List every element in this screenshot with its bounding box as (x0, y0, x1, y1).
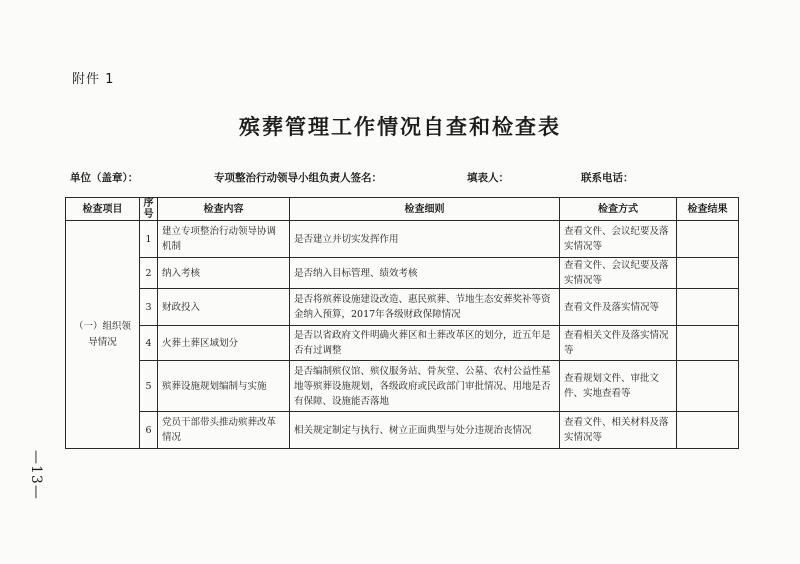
result-cell[interactable] (677, 361, 739, 412)
result-cell[interactable] (677, 289, 739, 326)
inspection-table (65, 197, 739, 449)
detail-cell: 是否以省政府文件明确火葬区和土葬改革区的划分，近五年是否有过调整 (290, 326, 560, 361)
header-result: 检查结果 (677, 198, 739, 221)
meta-unit: 单位（盖章）： (70, 172, 139, 184)
method-cell: 查看文件及落实情况等 (560, 289, 677, 326)
method-cell: 查看文件、会议纪要及落实情况等 (560, 221, 677, 258)
seq-cell: 1 (140, 221, 158, 258)
header-content: 检查内容 (158, 198, 290, 221)
table-row (66, 258, 739, 289)
method-cell: 查看规划文件、审批文件、实地查看等 (560, 361, 677, 412)
meta-phone: 联系电话： (581, 172, 634, 184)
method-cell: 查看相关文件及落实情况等 (560, 326, 677, 361)
table-row (66, 412, 739, 449)
category-cell: （一）组织领导情况 (66, 221, 140, 449)
attachment-label: 附件 1 (72, 72, 115, 87)
meta-leader-signature: 专项整治行动领导小组负责人签名： (214, 172, 382, 184)
content-cell: 党员干部带头推动殡葬改革情况 (158, 412, 290, 449)
page-number: —13— (28, 450, 44, 500)
header-detail: 检查细则 (290, 198, 560, 221)
result-cell[interactable] (677, 258, 739, 289)
header-seq: 序号 (140, 198, 158, 221)
result-cell[interactable] (677, 412, 739, 449)
content-cell: 火葬土葬区域划分 (158, 326, 290, 361)
header-item: 检查项目 (66, 198, 140, 221)
method-cell: 查看文件、相关材料及落实情况等 (560, 412, 677, 449)
header-method: 检查方式 (560, 198, 677, 221)
seq-cell: 3 (140, 289, 158, 326)
meta-filler: 填表人： (467, 172, 509, 184)
table-row (66, 361, 739, 412)
seq-cell: 5 (140, 361, 158, 412)
seq-cell: 4 (140, 326, 158, 361)
detail-cell: 相关规定制定与执行、树立正面典型与处分违规治丧情况 (290, 412, 560, 449)
detail-cell: 是否将殡葬设施建设改造、惠民殡葬、节地生态安葬奖补等资金纳入预算，2017年各级财政保障情况 (290, 289, 560, 326)
content-cell: 建立专项整治行动领导协调机制 (158, 221, 290, 258)
detail-cell: 是否编制殡仪馆、殡仪服务站、骨灰堂、公墓、农村公益性墓地等殡葬设施规划，各级政府或民政部门审批情况、用地是否有保障、设施能否落地 (290, 361, 560, 412)
table-row (66, 289, 739, 326)
table-header-row (66, 198, 739, 221)
result-cell[interactable] (677, 221, 739, 258)
content-cell: 殡葬设施规划编制与实施 (158, 361, 290, 412)
content-cell: 财政投入 (158, 289, 290, 326)
table-row (66, 221, 739, 258)
seq-cell: 2 (140, 258, 158, 289)
method-cell: 查看文件、会议纪要及落实情况等 (560, 258, 677, 289)
seq-cell: 6 (140, 412, 158, 449)
detail-cell: 是否纳入目标管理、绩效考核 (290, 258, 560, 289)
table-row (66, 326, 739, 361)
content-cell: 纳入考核 (158, 258, 290, 289)
result-cell[interactable] (677, 326, 739, 361)
document-title: 殡葬管理工作情况自查和检查表 (239, 114, 561, 139)
detail-cell: 是否建立并切实发挥作用 (290, 221, 560, 258)
